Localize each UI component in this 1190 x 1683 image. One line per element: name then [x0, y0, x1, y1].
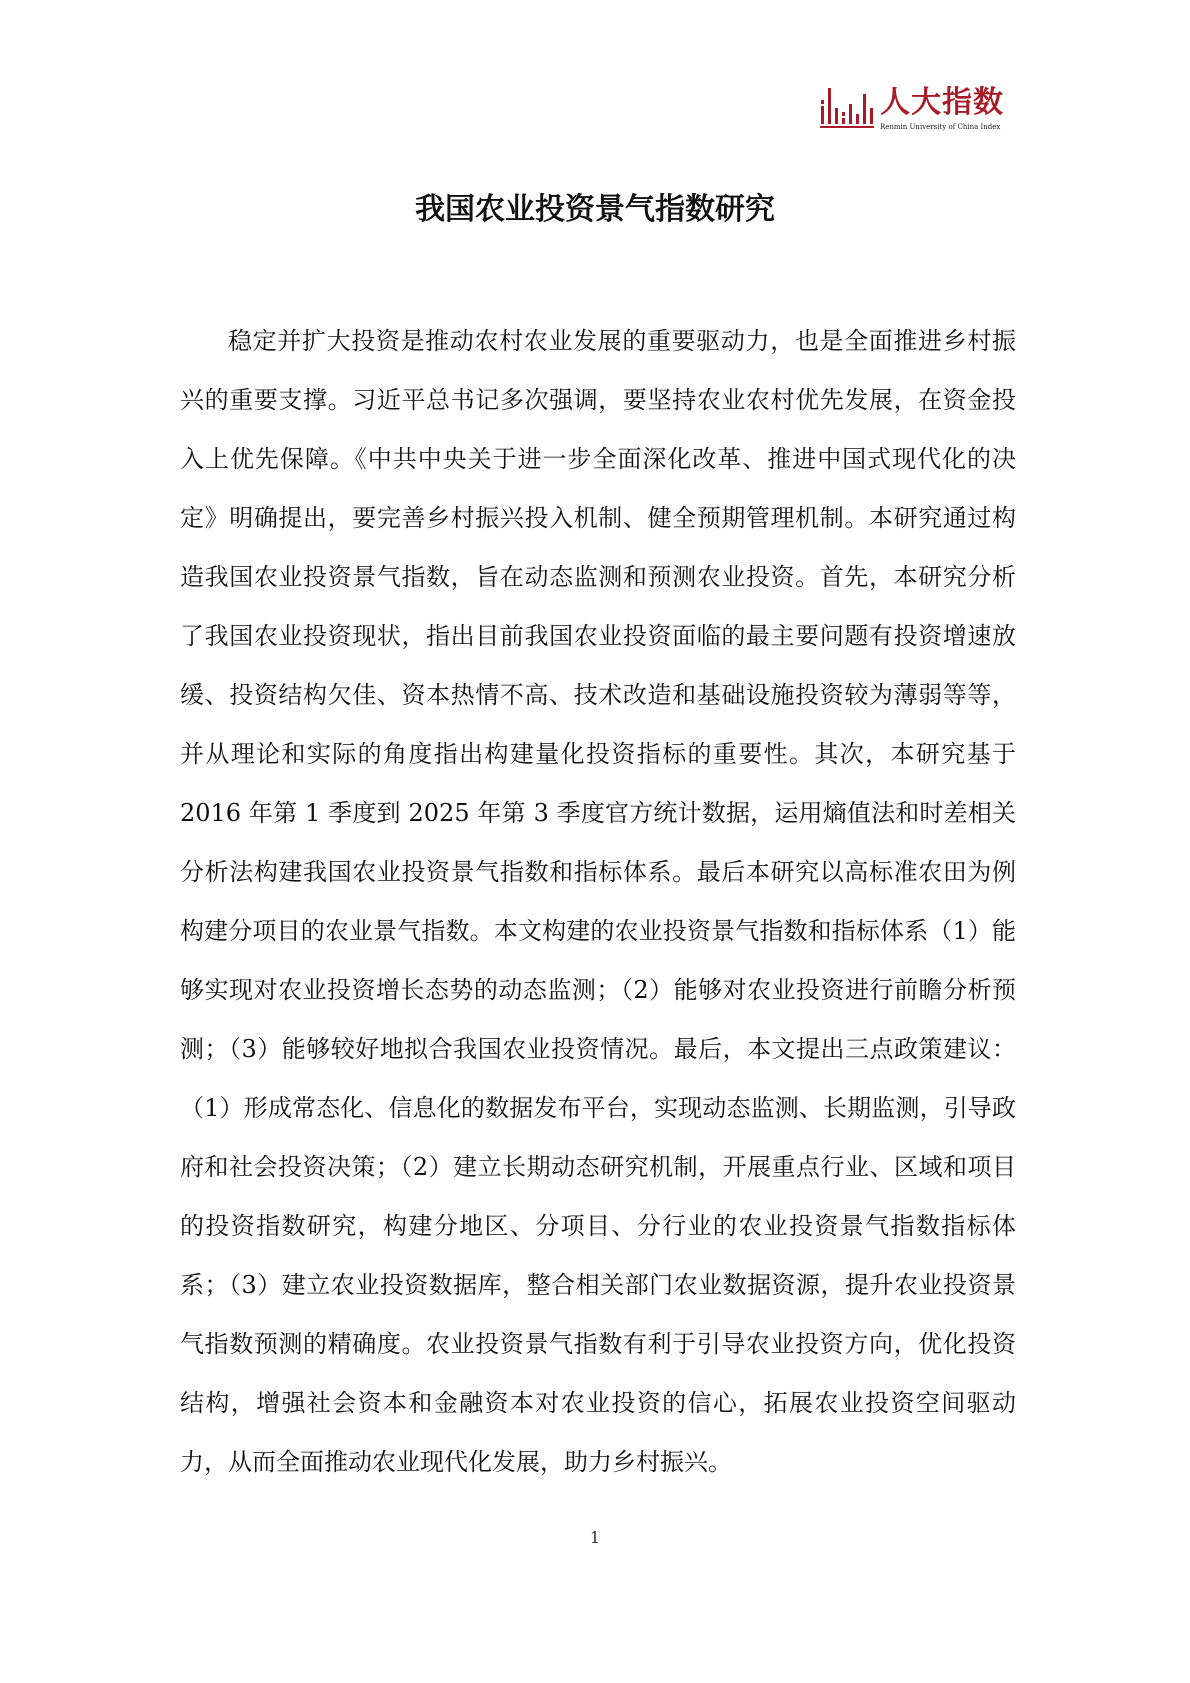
- bar-chart-icon: [820, 86, 876, 130]
- logo-bar: [835, 108, 838, 124]
- logo-bar: [863, 94, 866, 124]
- logo-baseline: [820, 126, 874, 128]
- logo-bar: [821, 100, 824, 104]
- page-number: 1: [589, 1528, 601, 1547]
- document-title: 我国农业投资景气指数研究: [415, 192, 775, 227]
- logo-bar: [842, 112, 845, 116]
- logo-bar: [849, 104, 852, 124]
- logo-bar: [828, 88, 831, 124]
- logo-bar: [821, 106, 824, 124]
- header-logo: [820, 86, 1015, 136]
- logo-subtitle: Renmin University of China Index: [880, 123, 1001, 131]
- logo-bar: [856, 114, 859, 124]
- logo-bars: [821, 88, 873, 124]
- logo-title: 人大指数: [880, 85, 1004, 120]
- logo-bar: [842, 118, 845, 124]
- logo-bar: [870, 108, 873, 124]
- body-paragraph: 稳定并扩大投资是推动农村农业发展的重要驱动力，也是全面推进乡村振兴的重要支撑。习近平总书记多次强调，要坚持农业农村优先发展，在资金投入上优先保障。《中共中央关于进一步全面深化改革、推进中国式现代化的决定》明确提出，要完善乡村振兴投入机制、健全预期管理机制。本研究通过构造我国农业投资景气指数，旨在动态监测和预测农业投资。首先，本研究分析了我国农业投资现状，指出目前我国农业投资面临的最主要问题有投资增速放缓、投资结构欠佳、资本热情不高、技术改造和基础设施投资较为薄弱等等，并从理论和实际的角度指出构建量化投资指标的重要性。其次，本研究基于 2016 年第 1 季度到 2025 年第 3 季度官方统计数据，运用熵值法和时差相关分析法构建我国农业投资景气指数和指标体系。最后本研究以高标准农田为例构建分项目的农业景气指数。本文构建的农业投资景气指数和指标体系（1）能够实现对农业投资增长态势的动态监测；（2）能够对农业投资进行前瞻分析预测；（3）能够较好地拟合我国农业投资情况。最后，本文提出三点政策建议：（1）形成常态化、信息化的数据发布平台，实现动态监测、长期监测，引导政府和社会投资决策；（2）建立长期动态研究机制，开展重点行业、区域和项目的投资指数研究，构建分地区、分项目、分行业的农业投资景气指数指标体系；（3）建立农业投资数据库，整合相关部门农业数据资源，提升农业投资景气指数预测的精确度。农业投资景气指数有利于引导农业投资方向，优化投资结构，增强社会资本和金融资本对农业投资的信心，拓展农业投资空间驱动力，从而全面推动农业现代化发展，助力乡村振兴。: [180, 327, 1016, 1476]
